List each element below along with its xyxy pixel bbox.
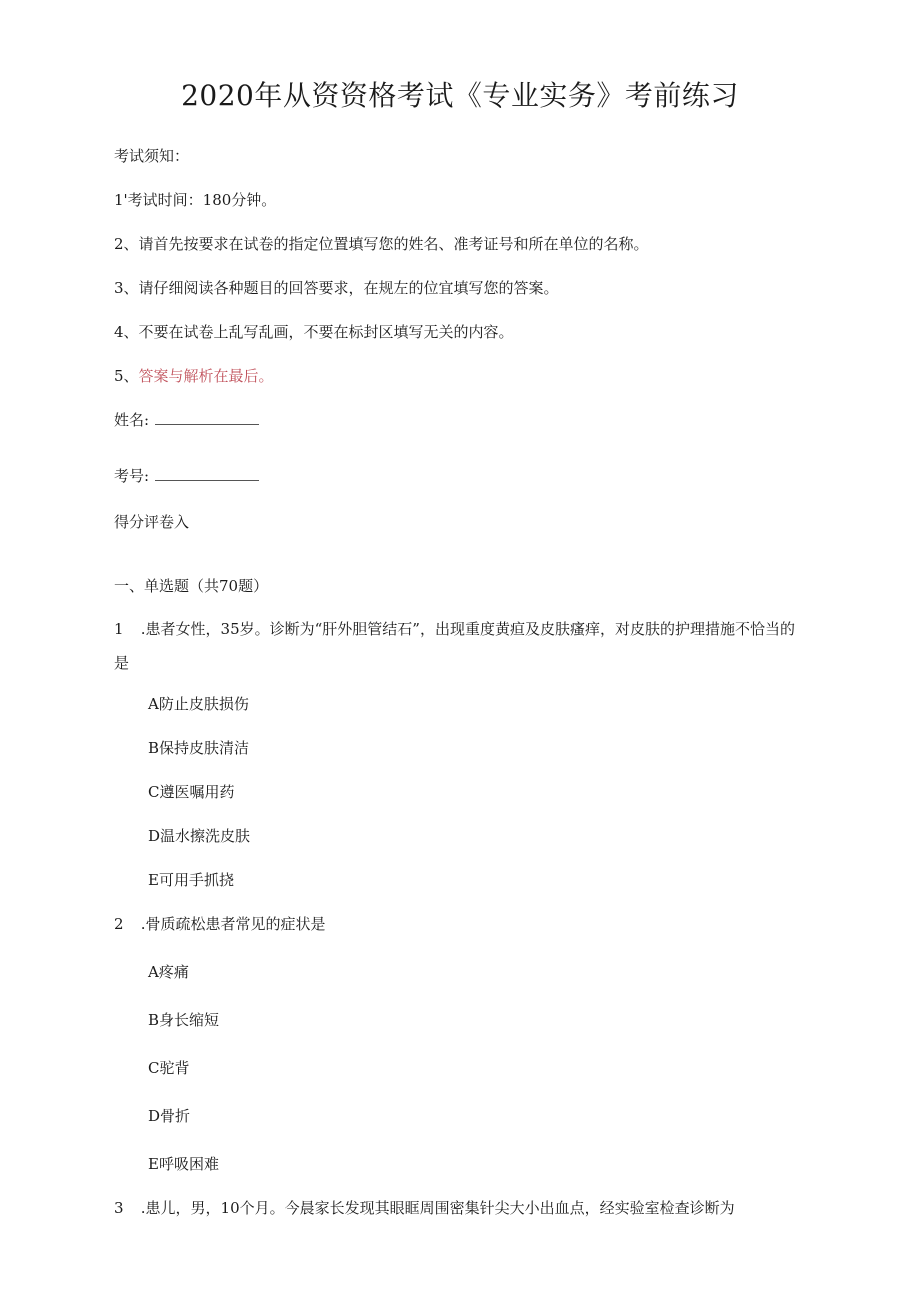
q2-option-e[interactable]: E呼吸困难 bbox=[148, 1155, 219, 1173]
notice-item-5-number: 5、 bbox=[114, 367, 139, 385]
question-3 bbox=[114, 1198, 735, 1218]
notice-item-3: 3、请仔细阅读各种题目的回答要求，在规左的位宜填写您的答案。 bbox=[114, 279, 559, 297]
q1-option-d[interactable]: D温水擦洗皮肤 bbox=[148, 827, 251, 845]
notice-item-5-text: 答案与解析在最后。 bbox=[138, 367, 274, 385]
id-field bbox=[114, 466, 259, 486]
q1-option-e[interactable]: E可用手抓挠 bbox=[148, 871, 234, 889]
notice-item-4: 4、不要在试卷上乱写乱画，不要在标封区填写无关的内容。 bbox=[114, 323, 514, 341]
q2-option-a[interactable]: A疼痛 bbox=[148, 963, 189, 981]
notice-item-1: 1'考试时间：180分钟。 bbox=[114, 191, 277, 209]
notice-heading: 考试须知： bbox=[114, 147, 190, 165]
notice-item-5 bbox=[114, 366, 274, 386]
question-number: 3 bbox=[114, 1199, 124, 1217]
page-title: 2020年从资资格考试《专业实务》考前练习 bbox=[181, 79, 739, 112]
name-blank-line[interactable] bbox=[155, 410, 259, 425]
q2-option-b[interactable]: B身长缩短 bbox=[148, 1011, 220, 1029]
question-text: .患者女性，35岁。诊断为“肝外胆管结石”，出现重度黄疸及皮肤瘙痒，对皮肤的护理措施不恰当的是 bbox=[114, 620, 795, 672]
score-label: 得分评卷入 bbox=[114, 513, 190, 531]
question-number: 1 bbox=[114, 620, 124, 638]
q1-option-a[interactable]: A防止皮肤损伤 bbox=[148, 695, 249, 713]
id-blank-line[interactable] bbox=[155, 466, 259, 481]
q2-option-c[interactable]: C驼背 bbox=[148, 1059, 190, 1077]
question-1 bbox=[114, 612, 804, 680]
name-label: 姓名: bbox=[114, 411, 150, 429]
question-number: 2 bbox=[114, 915, 124, 933]
q1-option-b[interactable]: B保持皮肤清洁 bbox=[148, 739, 250, 757]
section-heading: 一、单选题（共70题） bbox=[114, 577, 269, 595]
id-label: 考号: bbox=[114, 467, 150, 485]
question-text: .骨质疏松患者常见的症状是 bbox=[136, 915, 326, 933]
name-field bbox=[114, 410, 259, 430]
question-2 bbox=[114, 914, 326, 934]
q1-option-c[interactable]: C遵医嘱用药 bbox=[148, 783, 235, 801]
q2-option-d[interactable]: D骨折 bbox=[148, 1107, 191, 1125]
notice-item-2: 2、请首先按要求在试卷的指定位置填写您的姓名、准考证号和所在单位的名称。 bbox=[114, 235, 649, 253]
question-text: .患儿，男，10个月。今晨家长发现其眼眶周围密集针尖大小出血点，经实验室检查诊断为 bbox=[136, 1199, 735, 1217]
